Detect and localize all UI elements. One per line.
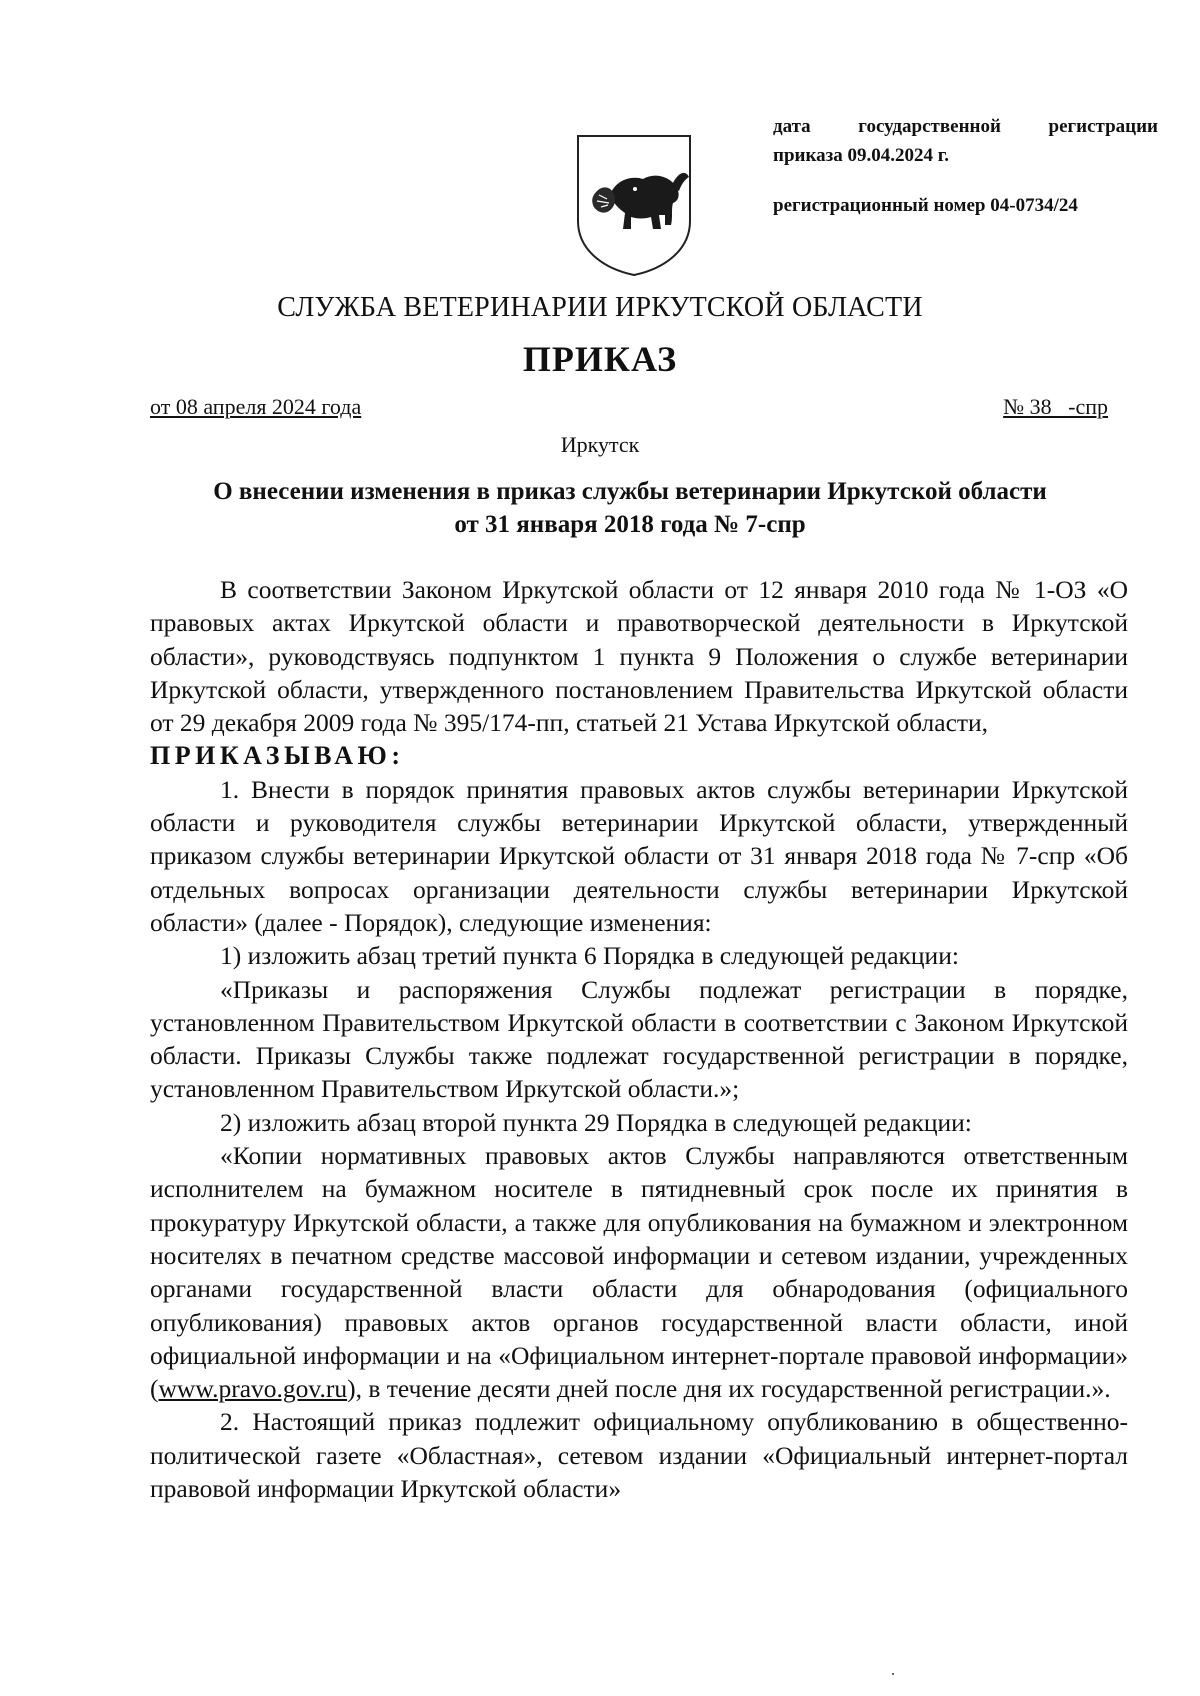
order-verb: ПРИКАЗЫВАЮ: [150,741,405,771]
registration-stamp [773,112,1158,220]
registration-date-label: дата государственной регистрации [773,116,1158,137]
item-1-2-quote-text-b: ), в течение десяти дней после дня их государственной регистрации.». [347,1374,1111,1404]
preamble-paragraph: В соответствии Законом Иркутской области от 12 января 2010 года № 1-ОЗ «О правовых актах Иркутской области и правотворческой деятельности в Иркутской области», руководствуясь подпунктом 1 пункта 9 Положения о службе ветеринарии Иркутской области, утвержденного постановлением Правительства Иркутской области от 29 декабря 2009 года № 395/174-пп, статьей 21 Устава Иркутской области, [150,575,1128,738]
item-1-1-paragraph: 1) изложить абзац третий пункта 6 Порядка в следующей редакции: [220,941,959,971]
item-1-2-quote-text-a: «Копии нормативных правовых актов Службы направляются ответственным исполнителем на бумажном носителе в пятидневный срок после их принятия в прокуратуру Иркутской области, а также для опубликования на бумажном и электронном носителях в печатном средстве массовой информации и сетевом издании, учрежденных органами государственной власти области для обнародования (официального опубликования) правовых актов органов государственной власти области, иной официальной информации и на «Официальном интернет-портале правовой информации» ( [150,1141,1128,1404]
item-2-paragraph: 2. Настоящий приказ подлежит официальному опубликованию в общественно-политической газете «Областная», сетевом издании «Официальный интернет-портал правовой информации Иркутской области» [150,1407,1128,1504]
registration-date-value: приказа 09.04.2024 г. [773,145,949,166]
document-type: ПРИКАЗ [522,339,678,379]
document-heading-line2: от 31 января 2018 года № 7-спр [454,511,806,538]
document-heading-line1: О внесении изменения в приказ службы ветеринарии Иркутской области [213,478,1047,505]
order-date: от 08 апреля 2024 года [150,394,362,419]
agency-title: СЛУЖБА ВЕТЕРИНАРИИ ИРКУТСКОЙ ОБЛАСТИ [277,292,923,323]
item-1-2-paragraph: 2) изложить абзац второй пункта 29 Порядка в следующей редакции: [220,1107,972,1137]
document-heading [150,475,1110,541]
irkutsk-coat-of-arms-icon [575,133,693,278]
item-1-1-quote: «Приказы и распоряжения Службы подлежат регистрации в порядке, установленном Правительством Иркутской области в соответствии с Законом Иркутской области. Приказы Службы также подлежат государственной регистрации в порядке, установленном Правительством Иркутской области.»; [150,974,1128,1104]
scan-speck [892,1673,894,1675]
item-1-paragraph: 1. Внести в порядок принятия правовых актов службы ветеринарии Иркутской области и руководителя службы ветеринарии Иркутской области, утвержденный приказом службы ветеринарии Иркутской области от 31 января 2018 года № 7-спр «Об отдельных вопросах организации деятельности службы ветеринарии Иркутской области» (далее - Порядок), следующие изменения: [150,774,1128,937]
order-number: № 38 -спр [1003,394,1108,419]
item-1-2-quote [150,1139,1128,1405]
city: Иркутск [560,432,640,457]
pravo-gov-link[interactable]: www.pravo.gov.ru [158,1374,348,1404]
registration-number: регистрационный номер 04-0734/24 [773,195,1078,216]
document-body [150,573,1128,1505]
